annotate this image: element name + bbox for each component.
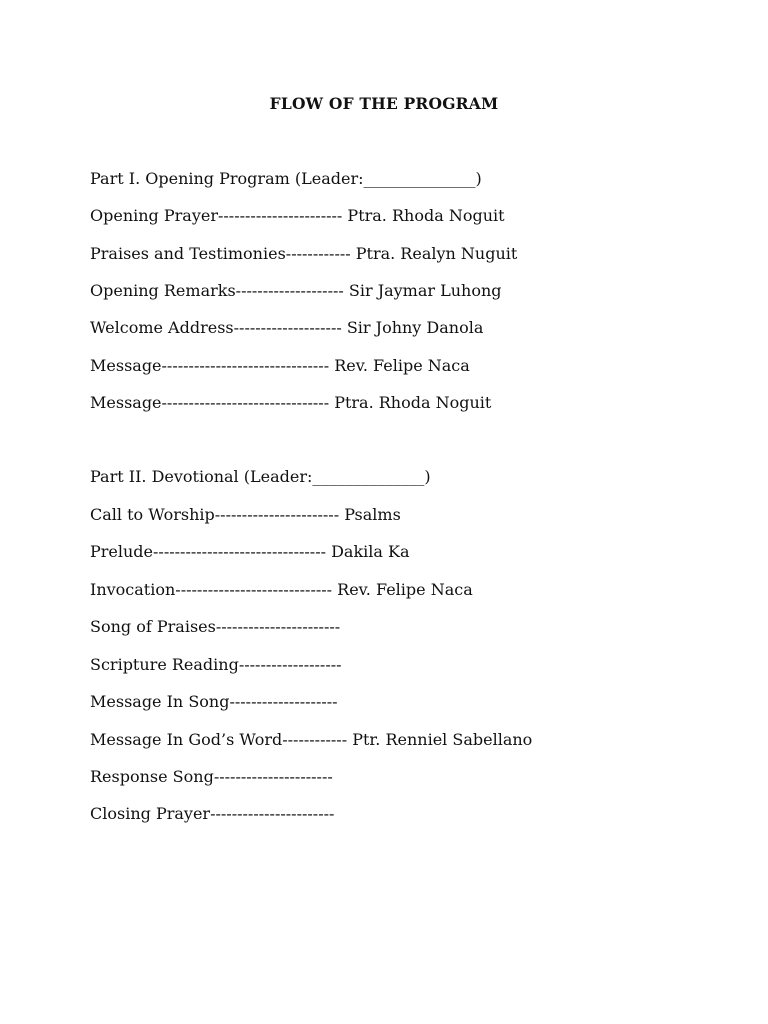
part1-item-opening-prayer: Opening Prayer----------------------- Ptra. Rhoda Noguit <box>90 206 505 225</box>
part2-heading: Part II. Devotional (Leader:______________) <box>90 467 431 486</box>
part2-item-scripture-reading: Scripture Reading------------------- <box>90 655 342 674</box>
part2-item-prelude: Prelude-------------------------------- Dakila Ka <box>90 542 410 561</box>
part1-item-praises-testimonies: Praises and Testimonies------------ Ptra. Realyn Nuguit <box>90 244 518 263</box>
part2-item-call-to-worship: Call to Worship----------------------- Psalms <box>90 505 401 524</box>
part2-item-closing-prayer: Closing Prayer----------------------- <box>90 804 335 823</box>
part1-item-message-2: Message------------------------------- Ptra. Rhoda Noguit <box>90 393 492 412</box>
part2-item-song-of-praises: Song of Praises----------------------- <box>90 617 341 636</box>
part2-item-response-song: Response Song---------------------- <box>90 767 333 786</box>
part2-item-message-gods-word: Message In God’s Word------------ Ptr. Renniel Sabellano <box>90 730 533 749</box>
part1-heading: Part I. Opening Program (Leader:______________) <box>90 169 482 188</box>
part1-item-welcome-address: Welcome Address-------------------- Sir Johny Danola <box>90 318 484 337</box>
page-title: FLOW OF THE PROGRAM <box>269 94 499 113</box>
part2-item-message-in-song: Message In Song-------------------- <box>90 692 338 711</box>
part1-item-message-1: Message------------------------------- Rev. Felipe Naca <box>90 356 470 375</box>
part2-item-invocation: Invocation----------------------------- Rev. Felipe Naca <box>90 580 473 599</box>
part1-item-opening-remarks: Opening Remarks-------------------- Sir Jaymar Luhong <box>90 281 502 300</box>
